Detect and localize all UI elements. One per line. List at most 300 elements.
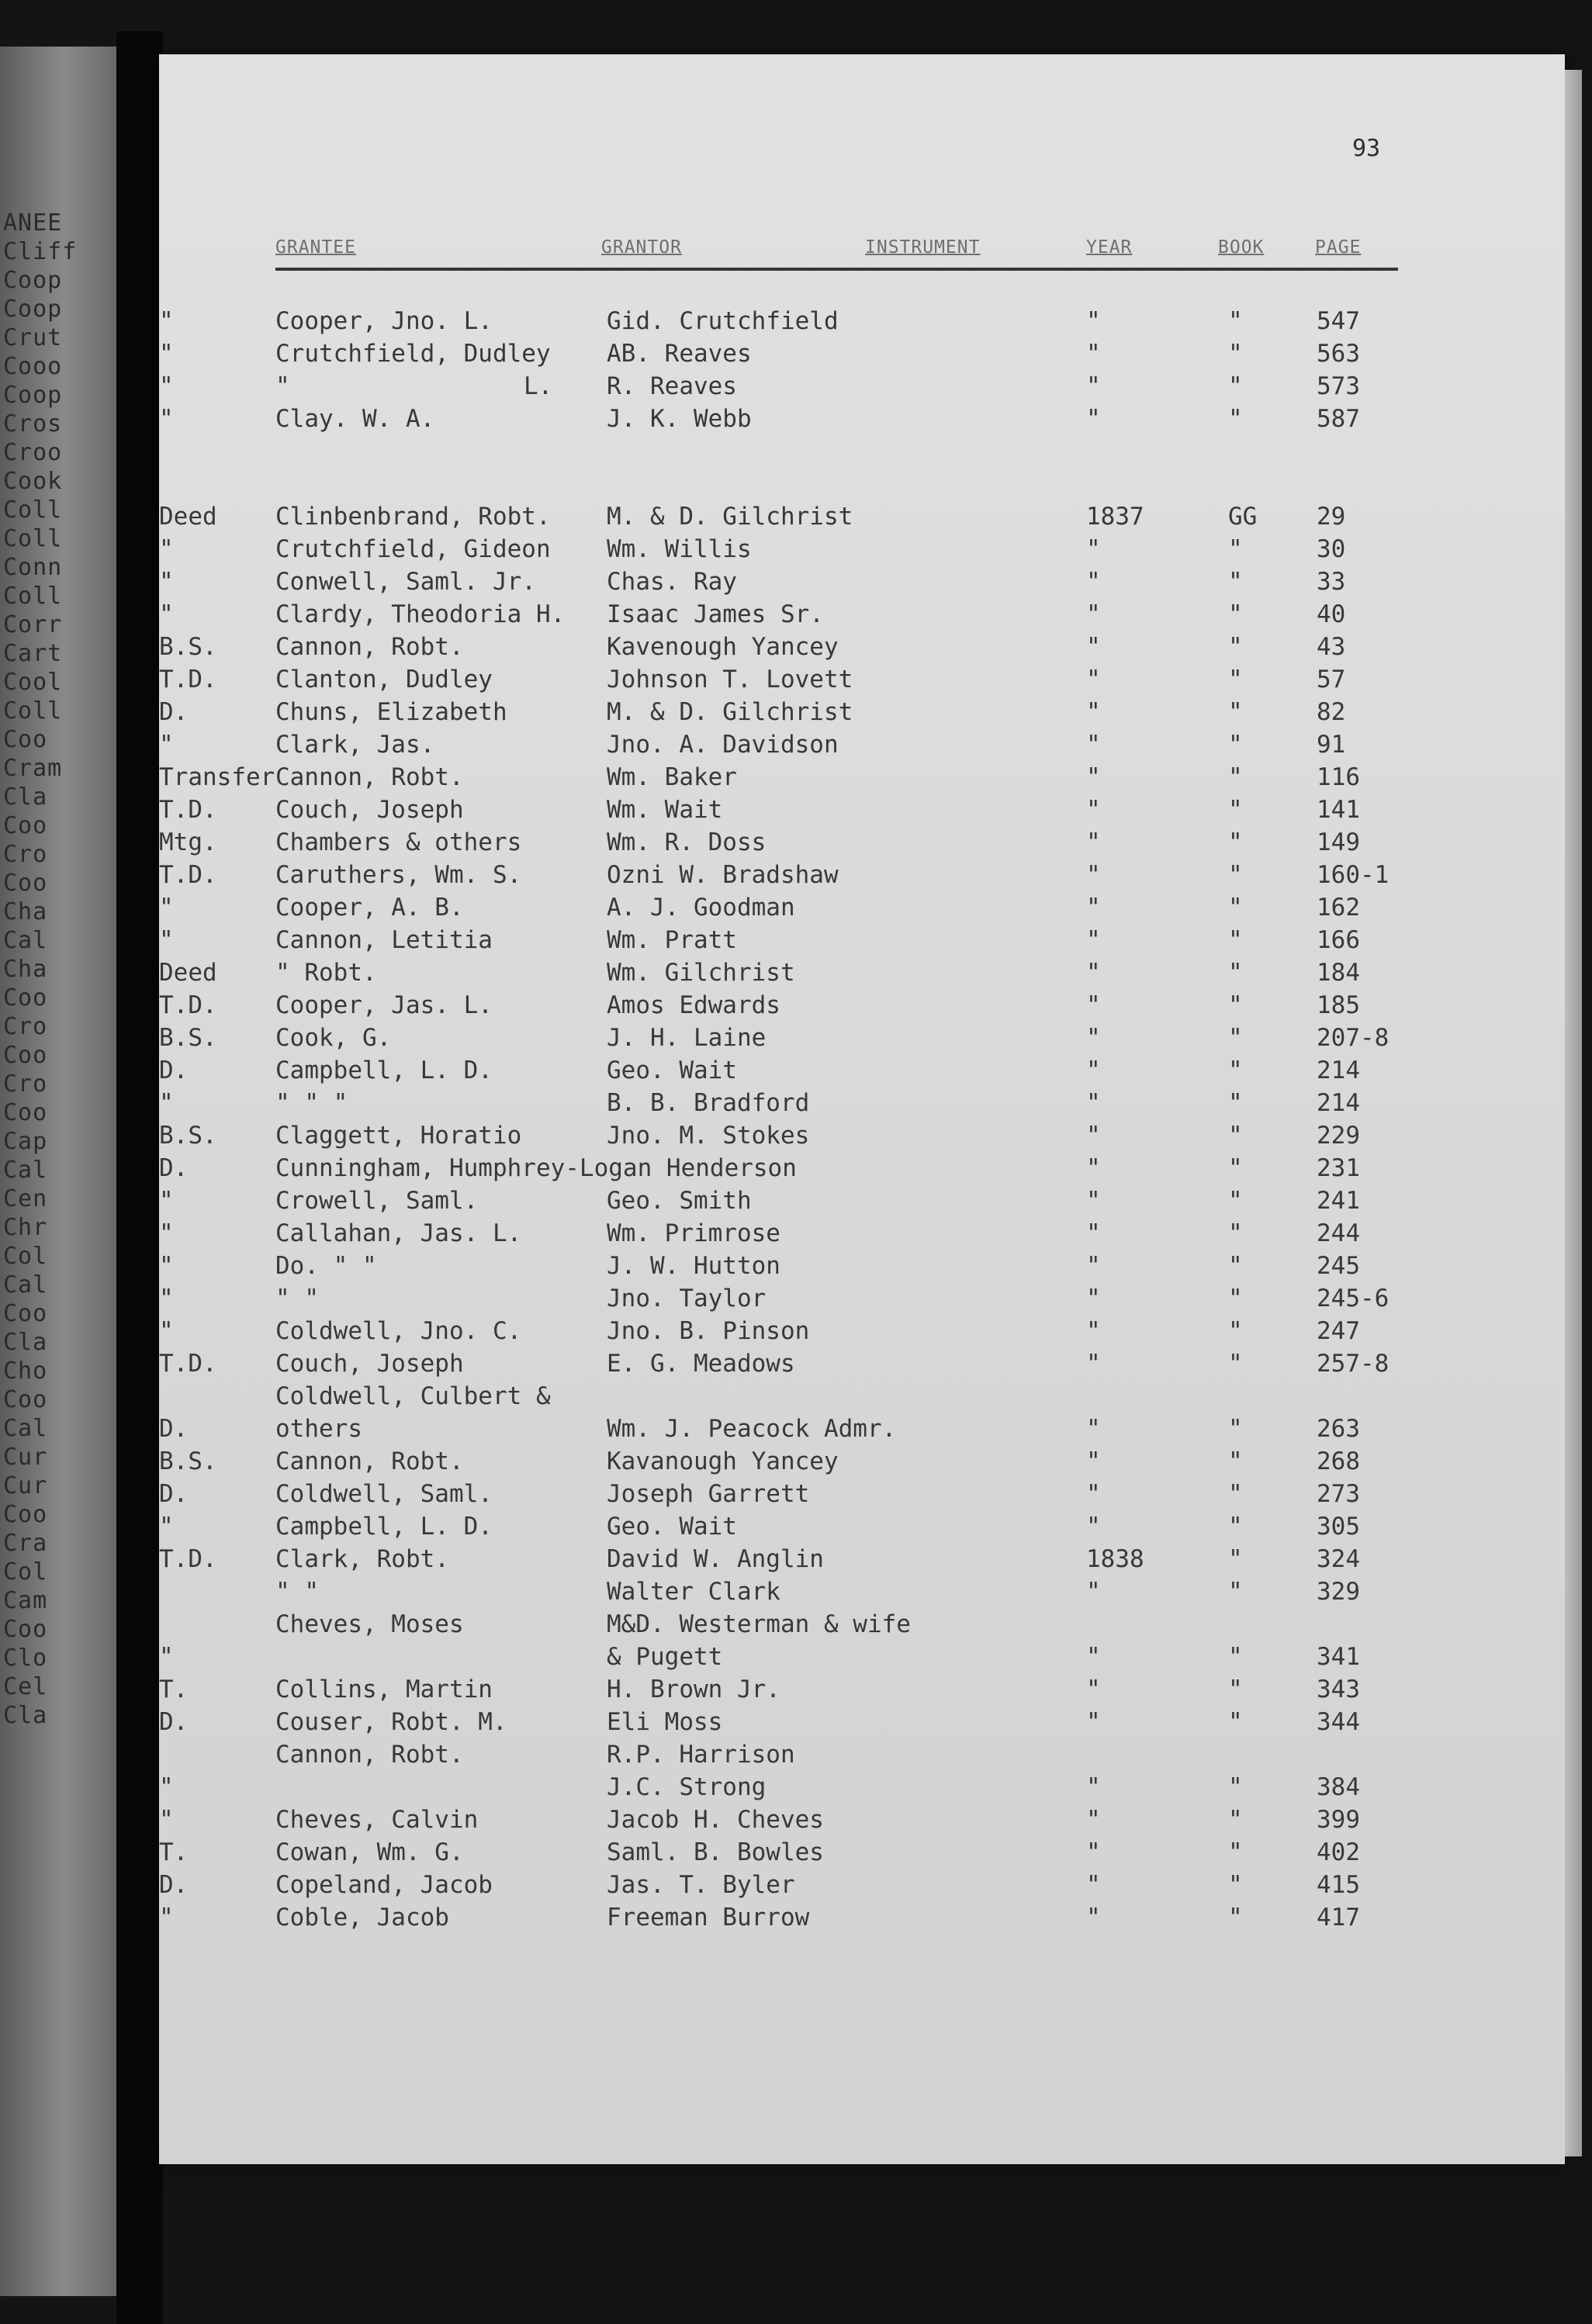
ledger-row xyxy=(159,1478,1565,1510)
cell-grantee: Cooper, A. B. xyxy=(275,894,464,922)
ledger-row xyxy=(159,1316,1565,1347)
facing-page-text: Cro xyxy=(3,841,48,868)
cell-instrument: " xyxy=(159,1317,174,1345)
cell-year: " xyxy=(1086,991,1101,1019)
cell-grantee: Crutchfield, Gideon xyxy=(275,535,551,563)
facing-page-text: Cla xyxy=(3,783,48,811)
facing-page-text: Coo xyxy=(3,812,48,839)
cell-grantor: M. & D. Gilchrist xyxy=(607,503,853,531)
cell-year: " xyxy=(1086,1089,1101,1117)
cell-book: " xyxy=(1228,959,1243,987)
cell-grantee: Couser, Robt. M. xyxy=(275,1708,507,1736)
ledger-row xyxy=(159,827,1565,858)
cell-book: " xyxy=(1228,1317,1243,1345)
facing-page-text: Coll xyxy=(3,697,63,725)
cell-grantee: Chambers & others xyxy=(275,828,522,856)
cell-page: 273 xyxy=(1317,1480,1360,1508)
cell-grantor: H. Brown Jr. xyxy=(607,1676,780,1703)
cell-book: " xyxy=(1228,1089,1243,1117)
ledger-row xyxy=(159,1609,1565,1640)
cell-grantor: Walter Clark xyxy=(607,1578,780,1606)
cell-grantor: J. W. Hutton xyxy=(607,1252,780,1280)
cell-grantor: Ozni W. Bradshaw xyxy=(607,861,839,889)
facing-page-text: Cal xyxy=(3,1271,48,1299)
cell-instrument: " xyxy=(159,731,174,759)
facing-page-text: Cram xyxy=(3,755,63,782)
cell-grantor: Gid. Crutchfield xyxy=(607,307,839,335)
facing-page-text: Conn xyxy=(3,554,63,581)
cell-instrument: Transfer xyxy=(159,763,275,791)
ledger-rows xyxy=(159,54,1565,2164)
cell-book: " xyxy=(1228,1806,1243,1834)
ledger-row xyxy=(159,1250,1565,1281)
cell-book: " xyxy=(1228,1578,1243,1606)
cell-year: " xyxy=(1086,568,1101,596)
cell-grantee: Claggett, Horatio xyxy=(275,1122,522,1150)
facing-page-text: ANEE xyxy=(3,209,63,237)
cell-grantee: Clark, Robt. xyxy=(275,1545,449,1573)
cell-page: 402 xyxy=(1317,1838,1360,1866)
cell-year: " xyxy=(1086,535,1101,563)
cell-book: " xyxy=(1228,1252,1243,1280)
cell-grantee: Cooper, Jno. L. xyxy=(275,307,493,335)
cell-book: " xyxy=(1228,894,1243,922)
header-grantor: GRANTOR xyxy=(601,237,682,258)
cell-year: " xyxy=(1086,1187,1101,1215)
cell-grantor: R.P. Harrison xyxy=(607,1741,795,1769)
cell-page: 184 xyxy=(1317,959,1360,987)
cell-page: 415 xyxy=(1317,1871,1360,1899)
facing-page-text: Cen xyxy=(3,1185,48,1212)
cell-instrument: " xyxy=(159,535,174,563)
cell-book: " xyxy=(1228,1904,1243,1931)
cell-year: " xyxy=(1086,731,1101,759)
cell-instrument: " xyxy=(159,340,174,368)
cell-instrument: " xyxy=(159,894,174,922)
cell-year: " xyxy=(1086,340,1101,368)
ledger-row xyxy=(159,631,1565,662)
cell-page: 245 xyxy=(1317,1252,1360,1280)
facing-page-text: Cool xyxy=(3,669,63,696)
cell-book: " xyxy=(1228,405,1243,433)
cell-page: 162 xyxy=(1317,894,1360,922)
cell-page: 185 xyxy=(1317,991,1360,1019)
cell-instrument: B.S. xyxy=(159,1122,217,1150)
cell-year: " xyxy=(1086,1447,1101,1475)
cell-instrument: " xyxy=(159,372,174,400)
cell-grantee: others xyxy=(275,1415,362,1443)
facing-page-text: Cooo xyxy=(3,353,63,380)
facing-page-text: Coo xyxy=(3,1042,48,1069)
facing-page-text: Cam xyxy=(3,1587,48,1614)
cell-page: 384 xyxy=(1317,1773,1360,1801)
cell-grantor: B. B. Bradford xyxy=(607,1089,810,1117)
book-binding xyxy=(116,31,163,2324)
facing-page-text: Col xyxy=(3,1243,48,1270)
cell-book: " xyxy=(1228,1480,1243,1508)
cell-book: " xyxy=(1228,372,1243,400)
cell-book: " xyxy=(1228,731,1243,759)
ledger-row xyxy=(159,762,1565,793)
facing-page-text: Coop xyxy=(3,382,63,409)
facing-page-text: Corr xyxy=(3,611,63,638)
cell-grantee: " " " xyxy=(275,1089,348,1117)
cell-book: " xyxy=(1228,1285,1243,1312)
cell-book: " xyxy=(1228,1154,1243,1182)
ledger-row xyxy=(159,306,1565,337)
cell-book: " xyxy=(1228,1122,1243,1150)
cell-grantee: Coldwell, Saml. xyxy=(275,1480,493,1508)
ledger-row xyxy=(159,534,1565,565)
cell-grantor: Kavenough Yancey xyxy=(607,633,839,661)
cell-grantee: Cannon, Robt. xyxy=(275,763,464,791)
cell-instrument: T.D. xyxy=(159,1545,217,1573)
cell-grantor: J.C. Strong xyxy=(607,1773,767,1801)
cell-instrument: " xyxy=(159,926,174,954)
facing-page-text: Cal xyxy=(3,1157,48,1184)
cell-page: 341 xyxy=(1317,1643,1360,1671)
cell-grantee: Campbell, L. D. xyxy=(275,1513,493,1541)
cell-page: 43 xyxy=(1317,633,1346,661)
cell-page: 263 xyxy=(1317,1415,1360,1443)
ledger-row xyxy=(159,1413,1565,1444)
cell-year: " xyxy=(1086,1415,1101,1443)
cell-grantee: Cannon, Robt. xyxy=(275,633,464,661)
cell-grantor: J. K. Webb xyxy=(607,405,752,433)
cell-grantor: Wm. J. Peacock Admr. xyxy=(607,1415,897,1443)
ledger-row xyxy=(159,892,1565,923)
cell-page: 30 xyxy=(1317,535,1346,563)
cell-year: " xyxy=(1086,1773,1101,1801)
cell-grantor: Amos Edwards xyxy=(607,991,780,1019)
cell-page: 547 xyxy=(1317,307,1360,335)
facing-page-text: Cap xyxy=(3,1128,48,1155)
cell-grantor: A. J. Goodman xyxy=(607,894,795,922)
cell-year: 1838 xyxy=(1086,1545,1144,1573)
cell-page: 29 xyxy=(1317,503,1346,531)
facing-page-text: Chr xyxy=(3,1214,48,1241)
cell-book: " xyxy=(1228,340,1243,368)
cell-instrument: " xyxy=(159,1773,174,1801)
cell-instrument: Mtg. xyxy=(159,828,217,856)
cell-year: " xyxy=(1086,600,1101,628)
cell-year: " xyxy=(1086,796,1101,824)
cell-instrument: B.S. xyxy=(159,1024,217,1052)
cell-year: " xyxy=(1086,1676,1101,1703)
page-number: 93 xyxy=(1352,135,1381,162)
cell-grantee: Caruthers, Wm. S. xyxy=(275,861,522,889)
cell-year: " xyxy=(1086,666,1101,693)
facing-page-text: Cal xyxy=(3,927,48,954)
cell-grantor: Johnson T. Lovett xyxy=(607,666,853,693)
cell-grantee: Collins, Martin xyxy=(275,1676,493,1703)
facing-page-text: Coop xyxy=(3,296,63,323)
facing-page-text: Croo xyxy=(3,439,63,466)
facing-page-text: Coo xyxy=(3,984,48,1012)
facing-page-text: Cro xyxy=(3,1070,48,1098)
ledger-row xyxy=(159,566,1565,597)
cell-page: 57 xyxy=(1317,666,1346,693)
facing-page-text: Clo xyxy=(3,1644,48,1672)
facing-page-text: Cro xyxy=(3,1013,48,1040)
cell-grantor: Eli Moss xyxy=(607,1708,723,1736)
cell-page: 244 xyxy=(1317,1219,1360,1247)
facing-page-text: Cho xyxy=(3,1357,48,1385)
ledger-row xyxy=(159,1088,1565,1119)
cell-grantor: Jno. B. Pinson xyxy=(607,1317,810,1345)
cell-instrument: " xyxy=(159,1089,174,1117)
facing-page-text: Col xyxy=(3,1558,48,1586)
ledger-row xyxy=(159,1837,1565,1868)
facing-page-text: Cra xyxy=(3,1530,48,1557)
cell-grantor: Geo. Wait xyxy=(607,1057,737,1084)
cell-grantee: Cooper, Jas. L. xyxy=(275,991,493,1019)
ledger-row xyxy=(159,925,1565,956)
cell-grantee: Cheves, Moses xyxy=(275,1610,464,1638)
cell-grantee: Crutchfield, Dudley xyxy=(275,340,551,368)
cell-instrument: " xyxy=(159,1806,174,1834)
cell-page: 257-8 xyxy=(1317,1350,1390,1378)
cell-instrument: D. xyxy=(159,698,189,726)
cell-page: 399 xyxy=(1317,1806,1360,1834)
cell-grantee: Crowell, Saml. xyxy=(275,1187,479,1215)
cell-instrument: D. xyxy=(159,1871,189,1899)
ledger-row xyxy=(159,1348,1565,1379)
cell-year: " xyxy=(1086,1024,1101,1052)
cell-year: " xyxy=(1086,1219,1101,1247)
ledger-row xyxy=(159,794,1565,825)
facing-page-text: Cook xyxy=(3,468,63,495)
cell-page: 82 xyxy=(1317,698,1346,726)
ledger-row xyxy=(159,1381,1565,1412)
cell-page: 344 xyxy=(1317,1708,1360,1736)
facing-page-text: Coo xyxy=(3,1099,48,1126)
ledger-row xyxy=(159,1674,1565,1705)
cell-grantee: Clinbenbrand, Robt. xyxy=(275,503,551,531)
cell-instrument: T.D. xyxy=(159,861,217,889)
cell-page: 245-6 xyxy=(1317,1285,1390,1312)
cell-instrument: T.D. xyxy=(159,796,217,824)
cell-instrument: T.D. xyxy=(159,1350,217,1378)
cell-grantor: Chas. Ray xyxy=(607,568,737,596)
cell-book: " xyxy=(1228,1871,1243,1899)
ledger-row xyxy=(159,338,1565,369)
cell-grantee: " " xyxy=(275,1285,319,1312)
cell-book: " xyxy=(1228,1676,1243,1703)
cell-page: 563 xyxy=(1317,340,1360,368)
cell-instrument: " xyxy=(159,1285,174,1312)
cell-grantor: M&D. Westerman & wife xyxy=(607,1610,911,1638)
cell-year: " xyxy=(1086,1578,1101,1606)
facing-page-text: Coo xyxy=(3,870,48,897)
facing-page-text: Cal xyxy=(3,1415,48,1442)
ledger-row xyxy=(159,859,1565,891)
ledger-row xyxy=(159,957,1565,988)
cell-grantee: Coldwell, Jno. C. xyxy=(275,1317,522,1345)
cell-year: " xyxy=(1086,307,1101,335)
ledger-row xyxy=(159,729,1565,760)
ledger-row xyxy=(159,1218,1565,1249)
cell-grantee: " xyxy=(275,372,290,400)
header-instrument: INSTRUMENT xyxy=(865,237,981,258)
cell-grantor: Jno. Taylor xyxy=(607,1285,767,1312)
cell-page: 91 xyxy=(1317,731,1346,759)
cell-instrument: D. xyxy=(159,1708,189,1736)
cell-grantee: Clay. W. A. xyxy=(275,405,435,433)
cell-year: " xyxy=(1086,1057,1101,1084)
cell-instrument: " xyxy=(159,1904,174,1931)
cell-instrument: " xyxy=(159,307,174,335)
ledger-row xyxy=(159,1772,1565,1803)
cell-page: 214 xyxy=(1317,1057,1360,1084)
cell-grantor: J. H. Laine xyxy=(607,1024,767,1052)
cell-grantor: Wm. Gilchrist xyxy=(607,959,795,987)
cell-book: " xyxy=(1228,1447,1243,1475)
facing-page-text: Cha xyxy=(3,898,48,925)
cell-grantor: Wm. Primrose xyxy=(607,1219,780,1247)
facing-page-text: Coop xyxy=(3,267,63,294)
cell-book: GG xyxy=(1228,503,1258,531)
cell-year: " xyxy=(1086,828,1101,856)
facing-page-text: Cur xyxy=(3,1444,48,1471)
cell-grantee-suffix: L. xyxy=(524,372,553,400)
cell-page: 149 xyxy=(1317,828,1360,856)
cell-page: 241 xyxy=(1317,1187,1360,1215)
cell-page: 247 xyxy=(1317,1317,1360,1345)
ledger-row xyxy=(159,1707,1565,1738)
cell-book: " xyxy=(1228,1024,1243,1052)
cell-grantor: Jas. T. Byler xyxy=(607,1871,795,1899)
cell-year: " xyxy=(1086,1480,1101,1508)
cell-book: " xyxy=(1228,1545,1243,1573)
cell-grantee: Couch, Joseph xyxy=(275,1350,464,1378)
facing-page-text: Cla xyxy=(3,1702,48,1729)
cell-grantor: & Pugett xyxy=(607,1643,723,1671)
cell-book: " xyxy=(1228,307,1243,335)
cell-grantee: " " xyxy=(275,1578,319,1606)
cell-grantor: M. & D. Gilchrist xyxy=(607,698,853,726)
cell-year: " xyxy=(1086,1122,1101,1150)
facing-page-text: Cros xyxy=(3,410,63,437)
cell-grantor: Wm. Baker xyxy=(607,763,737,791)
cell-year: " xyxy=(1086,1285,1101,1312)
cell-book: " xyxy=(1228,1773,1243,1801)
cell-book: " xyxy=(1228,1415,1243,1443)
cell-instrument: " xyxy=(159,1252,174,1280)
cell-instrument: " xyxy=(159,1187,174,1215)
ledger-row xyxy=(159,1804,1565,1835)
cell-instrument: D. xyxy=(159,1154,189,1182)
cell-grantee: Clanton, Dudley xyxy=(275,666,493,693)
cell-year: " xyxy=(1086,894,1101,922)
ledger-row xyxy=(159,599,1565,630)
ledger-row xyxy=(159,1641,1565,1672)
ledger-row xyxy=(159,1739,1565,1770)
cell-grantee: Coble, Jacob xyxy=(275,1904,449,1931)
cell-grantor: David W. Anglin xyxy=(607,1545,824,1573)
cell-year: " xyxy=(1086,1252,1101,1280)
cell-year: " xyxy=(1086,959,1101,987)
cell-page: 343 xyxy=(1317,1676,1360,1703)
cell-book: " xyxy=(1228,796,1243,824)
cell-grantee: Cheves, Calvin xyxy=(275,1806,479,1834)
cell-instrument: Deed xyxy=(159,959,217,987)
cell-book: " xyxy=(1228,698,1243,726)
ledger-row xyxy=(159,1511,1565,1542)
cell-grantee: Clark, Jas. xyxy=(275,731,435,759)
ledger-row xyxy=(159,1153,1565,1184)
cell-instrument: D. xyxy=(159,1415,189,1443)
facing-page-text: Cha xyxy=(3,956,48,983)
facing-page-text: Coll xyxy=(3,583,63,610)
cell-page: 166 xyxy=(1317,926,1360,954)
cell-book: " xyxy=(1228,568,1243,596)
cell-grantee: Couch, Joseph xyxy=(275,796,464,824)
cell-instrument: D. xyxy=(159,1057,189,1084)
ledger-page xyxy=(159,54,1565,2164)
cell-page: 207-8 xyxy=(1317,1024,1390,1052)
cell-instrument: " xyxy=(159,600,174,628)
header-book: BOOK xyxy=(1218,237,1265,258)
cell-instrument: B.S. xyxy=(159,1447,217,1475)
cell-page: 587 xyxy=(1317,405,1360,433)
cell-instrument: " xyxy=(159,405,174,433)
cell-page: 33 xyxy=(1317,568,1346,596)
facing-page-text: Crut xyxy=(3,324,63,351)
ledger-row xyxy=(159,1055,1565,1086)
cell-instrument: " xyxy=(159,568,174,596)
facing-page-text: Cart xyxy=(3,640,63,667)
cell-book: " xyxy=(1228,666,1243,693)
cell-grantee: Copeland, Jacob xyxy=(275,1871,493,1899)
cell-instrument: " xyxy=(159,1643,174,1671)
cell-grantee: Campbell, L. D. xyxy=(275,1057,493,1084)
cell-year: " xyxy=(1086,405,1101,433)
ledger-row xyxy=(159,1869,1565,1900)
cell-grantee: Callahan, Jas. L. xyxy=(275,1219,522,1247)
ledger-row xyxy=(159,1120,1565,1151)
cell-page: 141 xyxy=(1317,796,1360,824)
ledger-row xyxy=(159,990,1565,1021)
cell-grantee: Chuns, Elizabeth xyxy=(275,698,507,726)
cell-page: 229 xyxy=(1317,1122,1360,1150)
ledger-row xyxy=(159,1022,1565,1053)
facing-page-text: Coo xyxy=(3,1386,48,1413)
ledger-row xyxy=(159,403,1565,434)
facing-page-text: Coo xyxy=(3,1300,48,1327)
cell-grantee: Cannon, Robt. xyxy=(275,1447,464,1475)
cell-book: " xyxy=(1228,1838,1243,1866)
cell-page: 305 xyxy=(1317,1513,1360,1541)
cell-book: " xyxy=(1228,535,1243,563)
facing-page-fragment xyxy=(0,47,116,2296)
cell-year: " xyxy=(1086,763,1101,791)
cell-year: " xyxy=(1086,1838,1101,1866)
cell-book: " xyxy=(1228,1350,1243,1378)
cell-grantee: Do. " " xyxy=(275,1252,377,1280)
cell-year: 1837 xyxy=(1086,503,1144,531)
cell-page: 40 xyxy=(1317,600,1346,628)
facing-page-text: Coo xyxy=(3,726,48,753)
cell-grantor: Jacob H. Cheves xyxy=(607,1806,824,1834)
cell-year: " xyxy=(1086,1806,1101,1834)
cell-year: " xyxy=(1086,1154,1101,1182)
facing-page-text: Coll xyxy=(3,496,63,524)
cell-book: " xyxy=(1228,1708,1243,1736)
ledger-row xyxy=(159,1544,1565,1575)
cell-book: " xyxy=(1228,1187,1243,1215)
cell-page: 160-1 xyxy=(1317,861,1390,889)
